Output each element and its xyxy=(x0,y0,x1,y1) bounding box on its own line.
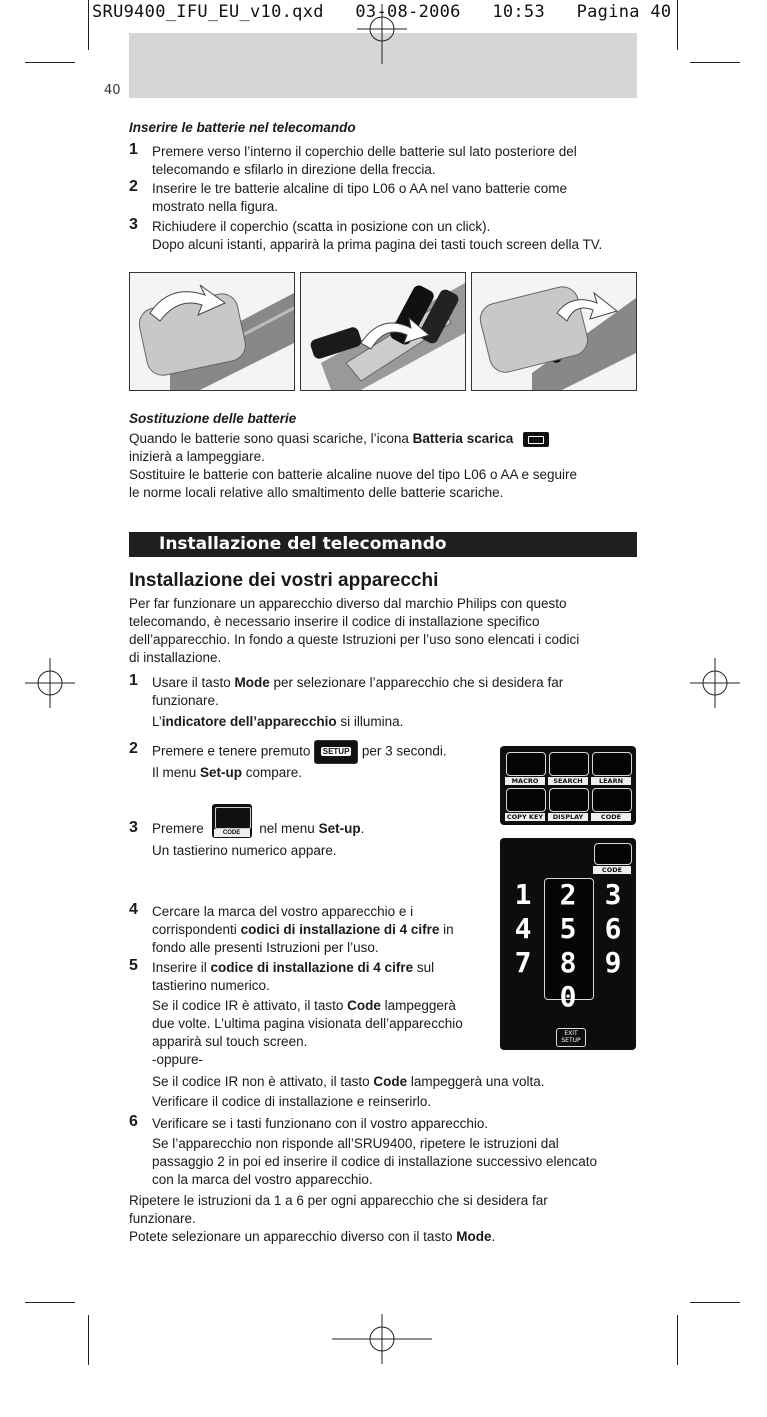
setup-button-icon: SETUP xyxy=(314,740,358,764)
step-number: 2 xyxy=(129,178,138,195)
digit-1-key: 1 xyxy=(514,878,532,911)
step-text: Inserire le tre batterie alcaline di tipo L06 o AA nel vano batterie come mostrato nella figura. xyxy=(152,181,567,214)
registration-mark-left xyxy=(25,658,75,708)
batteries-heading: Inserire le batterie nel telecomando xyxy=(129,120,356,135)
step-text: Cercare la marca del vostro apparecchio e i corrispondenti codici di installazione di 4 cifre in fondo alle presenti Istruzioni per l’uso. xyxy=(152,904,454,955)
registration-mark-bottom xyxy=(332,1314,432,1364)
step-text: Usare il tasto Mode per selezionare l’apparecchio che si desidera far funzionare. L’indicatore dell’apparecchio si illumina. xyxy=(152,675,564,729)
battery-low-icon xyxy=(523,432,549,447)
code-key xyxy=(592,788,632,812)
learn-key-label: LEARN xyxy=(591,777,631,785)
install-intro: Per far funzionare un apparecchio diverso dal marchio Philips con questo telecomando, è necessario inserire il codice di installazione specifico dell’apparecchio. In fondo a queste Istruzioni per l’uso sono elencati i codici di installazione. xyxy=(129,596,580,665)
step-text: Richiudere il coperchio (scatta in posizione con un click). Dopo alcuni istanti, apparirà la prima pagina dei tasti touch screen della TV. xyxy=(152,219,603,252)
section-title-bar: Installazione del telecomando xyxy=(129,532,637,557)
step-text: Premere verso l’interno il coperchio delle batterie sul lato posteriore del telecomando e sfilarlo in direzione della freccia. xyxy=(152,144,577,177)
registration-mark-right xyxy=(690,658,740,708)
code-button-icon: CODE xyxy=(212,804,252,838)
display-key xyxy=(549,788,589,812)
step-number: 3 xyxy=(129,216,138,233)
step-number: 1 xyxy=(129,141,138,158)
digit-4-key: 4 xyxy=(514,912,532,945)
battery-photo-3 xyxy=(471,272,637,391)
step-number: 3 xyxy=(129,819,138,836)
step-text: Inserire il codice di installazione di 4 cifre sul tastierino numerico. Se il codice IR è attivato, il tasto Code lampeggerà due volte. L’ultima pagina visionata dell’apparecchio apparirà sul touch screen. -oppure- Se il codice IR non è attivato, il tasto Code lampeggerà una volta. Verificare il codice di installazione e reinserirlo. xyxy=(152,960,545,1109)
display-key-label: DISPLAY xyxy=(548,813,588,821)
replace-heading: Sostituzione delle batterie xyxy=(129,411,297,426)
digit-2-key: 2 xyxy=(559,878,577,911)
step-text: Verificare se i tasti funzionano con il vostro apparecchio. Se l’apparecchio non risponde all’SRU9400, ripetere le istruzioni dal passaggio 2 in poi ed inserire il codice di installazione successivo elencato con la marca del vostro apparecchio. xyxy=(152,1116,598,1187)
search-key-label: SEARCH xyxy=(548,777,588,785)
copy-key xyxy=(506,788,546,812)
install-outro: Ripetere le istruzioni da 1 a 6 per ogni apparecchio che si desidera far funzionare. Potete selezionare un apparecchio diverso con il tasto Mode. xyxy=(129,1193,548,1244)
install-heading: Installazione dei vostri apparecchi xyxy=(129,570,439,591)
digit-5-key: 5 xyxy=(559,912,577,945)
step-number: 6 xyxy=(129,1113,138,1130)
step-text: Premere e tenere premuto SETUP per 3 secondi. Il menu Set-up compare. xyxy=(152,740,492,782)
digit-8-key: 8 xyxy=(559,946,577,979)
code-key-label: CODE xyxy=(593,866,631,874)
battery-photo-2 xyxy=(300,272,466,391)
learn-key xyxy=(592,752,632,776)
digit-7-key: 7 xyxy=(514,946,532,979)
digit-9-key: 9 xyxy=(604,946,622,979)
code-key-label: CODE xyxy=(591,813,631,821)
keypad-figure xyxy=(500,838,636,1050)
code-key xyxy=(594,843,632,865)
search-key xyxy=(549,752,589,776)
digit-6-key: 6 xyxy=(604,912,622,945)
copy-key-label: COPY KEY xyxy=(506,813,544,821)
macro-key xyxy=(506,752,546,776)
page-number: 40 xyxy=(104,83,121,98)
step-number: 2 xyxy=(129,740,138,757)
setup-menu-figure xyxy=(500,746,636,825)
step-number: 4 xyxy=(129,901,138,918)
print-slug: SRU9400_IFU_EU_v10.qxd 03-08-2006 10:53 Pagina 40 xyxy=(92,2,672,22)
digit-0-key: 0 xyxy=(559,980,577,1013)
step-number: 5 xyxy=(129,957,138,974)
macro-key-label: MACRO xyxy=(505,777,545,785)
step-text: Premere CODE nel menu Set-up. Un tastierino numerico appare. xyxy=(152,804,492,860)
replace-paragraph: Quando le batterie sono quasi scariche, l’icona Batteria scarica inizierà a lampeggiare. Sostituire le batterie con batterie alcaline nuove del tipo L06 o AA e seguire le norme locali relative allo smaltimento delle batterie scariche. xyxy=(129,431,578,500)
digit-3-key: 3 xyxy=(604,878,622,911)
step-number: 1 xyxy=(129,672,138,689)
exit-setup-key: EXIT SETUP xyxy=(556,1028,586,1047)
battery-photo-1 xyxy=(129,272,295,391)
